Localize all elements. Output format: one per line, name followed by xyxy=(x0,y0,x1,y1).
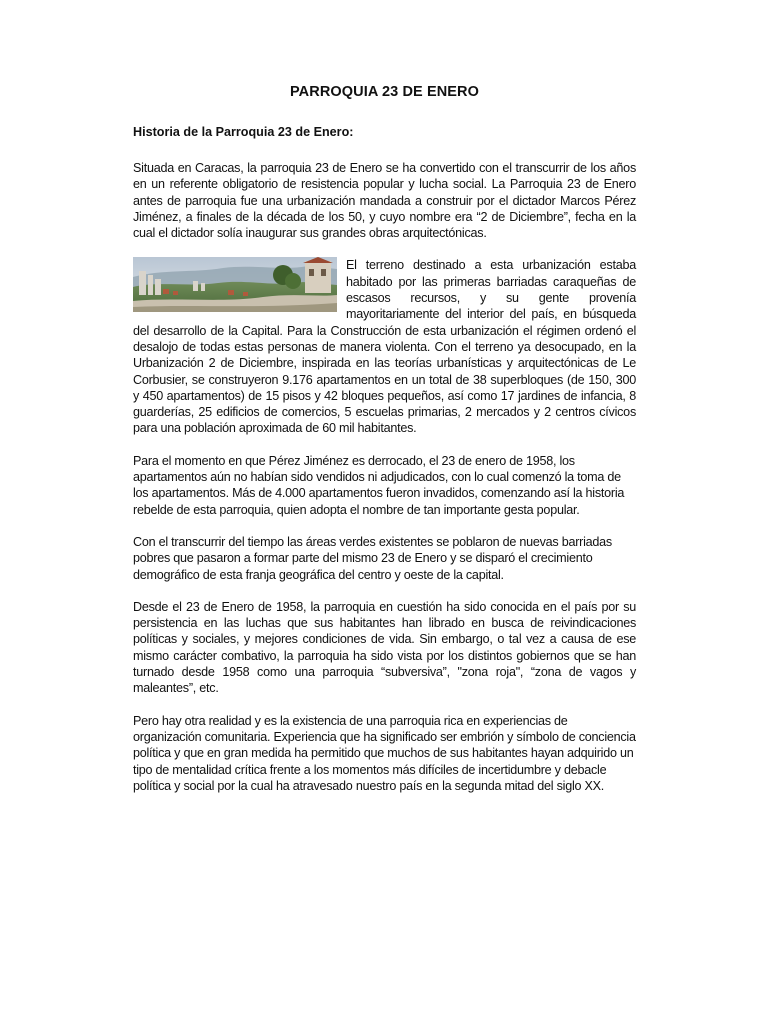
paragraph-5: Desde el 23 de Enero de 1958, la parroquia en cuestión ha sido conocida en el país por su persistencia en las luchas que sus habitantes han librado en busca de reivindicaciones políticas y sociales, y mejores condiciones de vida. Sin embargo, o tal vez a causa de ese mismo carácter combativo, la parroquia ha sido vista por los distintos gobiernos que se han turnado desde 1958 como una parroquia “subversiva”, "zona roja", “zona de vagos y maleantes”, etc. xyxy=(133,599,636,696)
paragraph-2-block xyxy=(133,257,636,436)
page-title: PARROQUIA 23 DE ENERO xyxy=(289,84,480,100)
document-page xyxy=(133,84,636,810)
panorama-photo xyxy=(133,257,337,312)
paragraph-4: Con el transcurrir del tiempo las áreas verdes existentes se poblaron de nuevas barriadas pobres que pasaron a formar parte del mismo 23 de Enero y se disparó el crecimiento demográfico de esta franja geográfica del centro y oeste de la capital. xyxy=(133,534,612,582)
paragraph-1: Situada en Caracas, la parroquia 23 de Enero se ha convertido con el transcurrir de los años en un referente obligatorio de resistencia popular y lucha social. La Parroquia 23 de Enero antes de parroquia fue una urbanización mandada a construir por el dictador Marcos Pérez Jiménez, a finales de la década de los 50, y cuyo nombre era “2 de Diciembre”, fecha en la cual el dictador solía inaugurar sus grandes obras arquitectónicas. xyxy=(133,161,636,241)
paragraph-2: El terreno destinado a esta urbanización estaba habitado por las primeras barriadas caraqueñas de escasos recursos, y su gente provenía mayoritariamente del interior del país, en búsqueda del desarrollo de la Capital. Para la Construcción de esta urbanización el régimen ordenó el desalojo de todas estas personas de manera violenta. Con el terreno ya desocupado, en la Urbanización 2 de Diciembre, inspirada en las teorías urbanísticas y arquitectónicas de Le Corbusier, se construyeron 9.176 apartamentos en un total de 38 superbloques (de 150, 300 y 450 apartamentos) de 15 pisos y 42 bloques pequeños, así como 17 jardines de infancia, 8 guarderías, 25 edificios de comercios, 5 escuelas primarias, 2 mercados y 2 centros cívicos para una población aproximada de 60 mil habitantes. xyxy=(133,258,636,436)
paragraph-6: Pero hay otra realidad y es la existencia de una parroquia rica en experiencias de organización comunitaria. Experiencia que ha significado ser embrión y símbolo de conciencia política y que en gran medida ha permitido que muchos de sus habitantes hayan adquirido un tipo de mentalidad crítica frente a los momentos más difíciles de incertidumbre y debacle política y social por la cual ha atravesado nuestro país en la segunda mitad del siglo XX. xyxy=(133,713,636,793)
section-heading: Historia de la Parroquia 23 de Enero: xyxy=(133,125,354,139)
paragraph-3: Para el momento en que Pérez Jiménez es derrocado, el 23 de enero de 1958, los apartamentos aún no habían sido vendidos ni adjudicados, con lo cual comenzó la toma de los apartamentos. Más de 4.000 apartamentos fueron invadidos, comenzando así la historia rebelde de esta parroquia, quien adopta el nombre de tan importante gesta popular. xyxy=(133,453,625,517)
